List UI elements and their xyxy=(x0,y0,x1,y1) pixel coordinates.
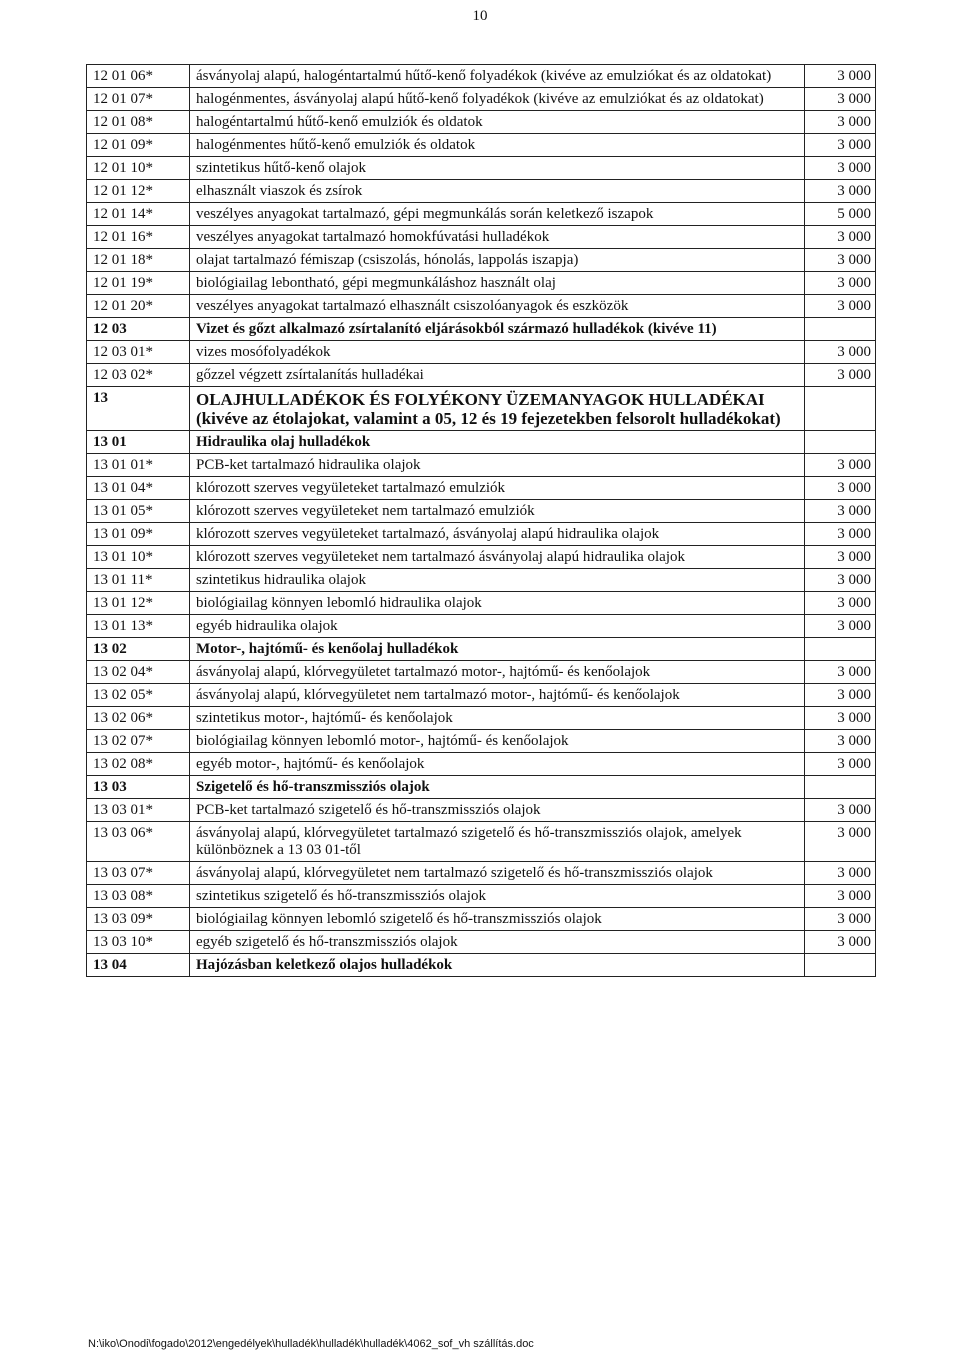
table-row xyxy=(87,799,876,822)
table-row xyxy=(87,523,876,546)
amount-cell: 3 000 xyxy=(805,730,876,753)
waste-description-cell: egyéb motor-, hajtómű- és kenőolajok xyxy=(190,753,805,776)
waste-code-cell: 13 03 08* xyxy=(87,885,190,908)
amount-cell: 3 000 xyxy=(805,477,876,500)
waste-code-cell: 13 03 09* xyxy=(87,908,190,931)
waste-description-cell: ásványolaj alapú, klórvegyületet tartalmazó motor-, hajtómű- és kenőolajok xyxy=(190,661,805,684)
waste-description-cell: Motor-, hajtómű- és kenőolaj hulladékok xyxy=(190,638,805,661)
waste-description-cell: egyéb hidraulika olajok xyxy=(190,615,805,638)
table-section-heading-row xyxy=(87,954,876,977)
waste-code-cell: 13 xyxy=(87,387,190,431)
waste-code-cell: 13 03 10* xyxy=(87,931,190,954)
waste-description-cell: OLAJHULLADÉKOK ÉS FOLYÉKONY ÜZEMANYAGOK HULLADÉKAI (kivéve az étolajokat, valamint a 05, 12 és 19 fejezetekben felsorolt hulladékokat) xyxy=(190,387,805,431)
waste-code-cell: 13 02 06* xyxy=(87,707,190,730)
waste-description-cell: veszélyes anyagokat tartalmazó homokfúvatási hulladékok xyxy=(190,226,805,249)
waste-code-cell: 12 01 14* xyxy=(87,203,190,226)
waste-code-cell: 12 01 19* xyxy=(87,272,190,295)
waste-description-cell: halogénmentes hűtő-kenő emulziók és oldatok xyxy=(190,134,805,157)
amount-cell: 3 000 xyxy=(805,500,876,523)
table-section-heading-row xyxy=(87,776,876,799)
amount-cell: 3 000 xyxy=(805,364,876,387)
amount-cell: 3 000 xyxy=(805,65,876,88)
waste-description-cell: ásványolaj alapú, klórvegyületet nem tartalmazó motor-, hajtómű- és kenőolajok xyxy=(190,684,805,707)
table-section-heading-row xyxy=(87,318,876,341)
table-row xyxy=(87,341,876,364)
waste-description-cell: veszélyes anyagokat tartalmazó elhasznált csiszolóanyagok és eszközök xyxy=(190,295,805,318)
waste-code-cell: 13 01 04* xyxy=(87,477,190,500)
waste-code-cell: 13 01 10* xyxy=(87,546,190,569)
waste-code-cell: 12 03 01* xyxy=(87,341,190,364)
amount-cell: 3 000 xyxy=(805,684,876,707)
amount-cell: 3 000 xyxy=(805,295,876,318)
waste-description-cell: ásványolaj alapú, halogéntartalmú hűtő-kenő folyadékok (kivéve az emulziókat és az oldatokat) xyxy=(190,65,805,88)
table-row xyxy=(87,180,876,203)
waste-description-cell: PCB-ket tartalmazó szigetelő és hő-transzmissziós olajok xyxy=(190,799,805,822)
waste-code-cell: 13 02 07* xyxy=(87,730,190,753)
table-section-heading-row xyxy=(87,387,876,431)
waste-code-cell: 12 01 09* xyxy=(87,134,190,157)
waste-code-cell: 12 01 20* xyxy=(87,295,190,318)
amount-cell xyxy=(805,387,876,431)
waste-description-cell: szintetikus szigetelő és hő-transzmissziós olajok xyxy=(190,885,805,908)
amount-cell: 3 000 xyxy=(805,707,876,730)
amount-cell: 3 000 xyxy=(805,180,876,203)
waste-code-cell: 13 03 01* xyxy=(87,799,190,822)
waste-code-cell: 12 01 07* xyxy=(87,88,190,111)
waste-code-cell: 13 01 01* xyxy=(87,454,190,477)
waste-code-cell: 12 01 16* xyxy=(87,226,190,249)
table-row xyxy=(87,65,876,88)
amount-cell: 5 000 xyxy=(805,203,876,226)
waste-description-cell: biológiailag könnyen lebomló motor-, hajtómű- és kenőolajok xyxy=(190,730,805,753)
waste-code-table xyxy=(86,64,876,977)
amount-cell: 3 000 xyxy=(805,592,876,615)
amount-cell: 3 000 xyxy=(805,134,876,157)
waste-code-cell: 12 03 xyxy=(87,318,190,341)
waste-code-cell: 12 01 18* xyxy=(87,249,190,272)
table-row xyxy=(87,500,876,523)
waste-description-cell: ásványolaj alapú, klórvegyületet tartalmazó szigetelő és hő-transzmissziós olajok, amelyek különböznek a 13 03 01-től xyxy=(190,822,805,862)
amount-cell: 3 000 xyxy=(805,615,876,638)
waste-code-cell: 13 04 xyxy=(87,954,190,977)
waste-code-cell: 12 01 12* xyxy=(87,180,190,203)
waste-code-cell: 13 03 06* xyxy=(87,822,190,862)
waste-description-cell: ásványolaj alapú, klórvegyületet nem tartalmazó szigetelő és hő-transzmissziós olajok xyxy=(190,862,805,885)
waste-code-cell: 13 01 11* xyxy=(87,569,190,592)
table-row xyxy=(87,454,876,477)
waste-description-cell: PCB-ket tartalmazó hidraulika olajok xyxy=(190,454,805,477)
amount-cell xyxy=(805,954,876,977)
table-row xyxy=(87,88,876,111)
waste-description-cell: Vizet és gőzt alkalmazó zsírtalanító eljárásokból származó hulladékok (kivéve 11) xyxy=(190,318,805,341)
table-row xyxy=(87,862,876,885)
amount-cell: 3 000 xyxy=(805,88,876,111)
waste-description-cell: klórozott szerves vegyületeket nem tartalmazó ásványolaj alapú hidraulika olajok xyxy=(190,546,805,569)
waste-code-cell: 13 01 12* xyxy=(87,592,190,615)
waste-description-cell: elhasznált viaszok és zsírok xyxy=(190,180,805,203)
waste-description-cell: gőzzel végzett zsírtalanítás hulladékai xyxy=(190,364,805,387)
waste-code-cell: 12 01 08* xyxy=(87,111,190,134)
amount-cell xyxy=(805,431,876,454)
table-row xyxy=(87,249,876,272)
footer-file-path: N:\iko\Onodi\fogado\2012\engedélyek\hulladék\hulladék\hulladék\4062_sof_vh szállítás.doc xyxy=(88,1338,534,1350)
waste-code-cell: 13 01 13* xyxy=(87,615,190,638)
amount-cell xyxy=(805,638,876,661)
waste-code-cell: 12 01 10* xyxy=(87,157,190,180)
amount-cell: 3 000 xyxy=(805,226,876,249)
waste-description-cell: szintetikus hidraulika olajok xyxy=(190,569,805,592)
table-row xyxy=(87,364,876,387)
table-row xyxy=(87,753,876,776)
table-row xyxy=(87,931,876,954)
amount-cell: 3 000 xyxy=(805,249,876,272)
table-row xyxy=(87,226,876,249)
table-section-heading-row xyxy=(87,431,876,454)
table-row xyxy=(87,477,876,500)
table-row xyxy=(87,157,876,180)
table-row xyxy=(87,908,876,931)
table-row xyxy=(87,822,876,862)
amount-cell: 3 000 xyxy=(805,799,876,822)
waste-description-cell: szintetikus motor-, hajtómű- és kenőolajok xyxy=(190,707,805,730)
waste-description-cell: veszélyes anyagokat tartalmazó, gépi megmunkálás során keletkező iszapok xyxy=(190,203,805,226)
amount-cell: 3 000 xyxy=(805,822,876,862)
amount-cell: 3 000 xyxy=(805,272,876,295)
waste-description-cell: Hajózásban keletkező olajos hulladékok xyxy=(190,954,805,977)
amount-cell: 3 000 xyxy=(805,111,876,134)
amount-cell xyxy=(805,776,876,799)
waste-description-cell: biológiailag lebontható, gépi megmunkáláshoz használt olaj xyxy=(190,272,805,295)
waste-description-cell: biológiailag könnyen lebomló hidraulika olajok xyxy=(190,592,805,615)
table-row xyxy=(87,546,876,569)
table-row xyxy=(87,134,876,157)
amount-cell: 3 000 xyxy=(805,157,876,180)
waste-code-cell: 13 02 04* xyxy=(87,661,190,684)
table-row xyxy=(87,592,876,615)
amount-cell: 3 000 xyxy=(805,546,876,569)
waste-code-cell: 13 03 xyxy=(87,776,190,799)
waste-description-cell: egyéb szigetelő és hő-transzmissziós olajok xyxy=(190,931,805,954)
table-row xyxy=(87,707,876,730)
waste-description-cell: klórozott szerves vegyületeket nem tartalmazó emulziók xyxy=(190,500,805,523)
table-row xyxy=(87,885,876,908)
table-section-heading-row xyxy=(87,638,876,661)
waste-description-cell: vizes mosófolyadékok xyxy=(190,341,805,364)
table-row xyxy=(87,272,876,295)
waste-code-cell: 12 01 06* xyxy=(87,65,190,88)
waste-description-cell: olajat tartalmazó fémiszap (csiszolás, hónolás, lappolás iszapja) xyxy=(190,249,805,272)
amount-cell: 3 000 xyxy=(805,753,876,776)
amount-cell: 3 000 xyxy=(805,931,876,954)
table-row xyxy=(87,684,876,707)
waste-description-cell: klórozott szerves vegyületeket tartalmazó, ásványolaj alapú hidraulika olajok xyxy=(190,523,805,546)
waste-code-cell: 13 01 xyxy=(87,431,190,454)
table-row xyxy=(87,730,876,753)
waste-description-cell: szintetikus hűtő-kenő olajok xyxy=(190,157,805,180)
amount-cell: 3 000 xyxy=(805,341,876,364)
amount-cell: 3 000 xyxy=(805,862,876,885)
waste-description-cell: halogéntartalmú hűtő-kenő emulziók és oldatok xyxy=(190,111,805,134)
waste-description-cell: Szigetelő és hő-transzmissziós olajok xyxy=(190,776,805,799)
amount-cell: 3 000 xyxy=(805,661,876,684)
waste-code-cell: 13 03 07* xyxy=(87,862,190,885)
waste-code-cell: 12 03 02* xyxy=(87,364,190,387)
amount-cell: 3 000 xyxy=(805,454,876,477)
amount-cell xyxy=(805,318,876,341)
table-row xyxy=(87,661,876,684)
table-row xyxy=(87,295,876,318)
waste-code-cell: 13 02 05* xyxy=(87,684,190,707)
waste-code-cell: 13 01 05* xyxy=(87,500,190,523)
waste-code-cell: 13 02 xyxy=(87,638,190,661)
waste-code-cell: 13 02 08* xyxy=(87,753,190,776)
amount-cell: 3 000 xyxy=(805,885,876,908)
table-row xyxy=(87,111,876,134)
amount-cell: 3 000 xyxy=(805,523,876,546)
waste-description-cell: halogénmentes, ásványolaj alapú hűtő-kenő folyadékok (kivéve az emulziókat és az oldatokat) xyxy=(190,88,805,111)
table-row xyxy=(87,203,876,226)
amount-cell: 3 000 xyxy=(805,569,876,592)
waste-code-cell: 13 01 09* xyxy=(87,523,190,546)
waste-description-cell: Hidraulika olaj hulladékok xyxy=(190,431,805,454)
waste-description-cell: biológiailag könnyen lebomló szigetelő és hő-transzmissziós olajok xyxy=(190,908,805,931)
table-body xyxy=(87,65,876,977)
table-row xyxy=(87,615,876,638)
waste-description-cell: klórozott szerves vegyületeket tartalmazó emulziók xyxy=(190,477,805,500)
page-number: 10 xyxy=(472,8,488,24)
amount-cell: 3 000 xyxy=(805,908,876,931)
table-row xyxy=(87,569,876,592)
